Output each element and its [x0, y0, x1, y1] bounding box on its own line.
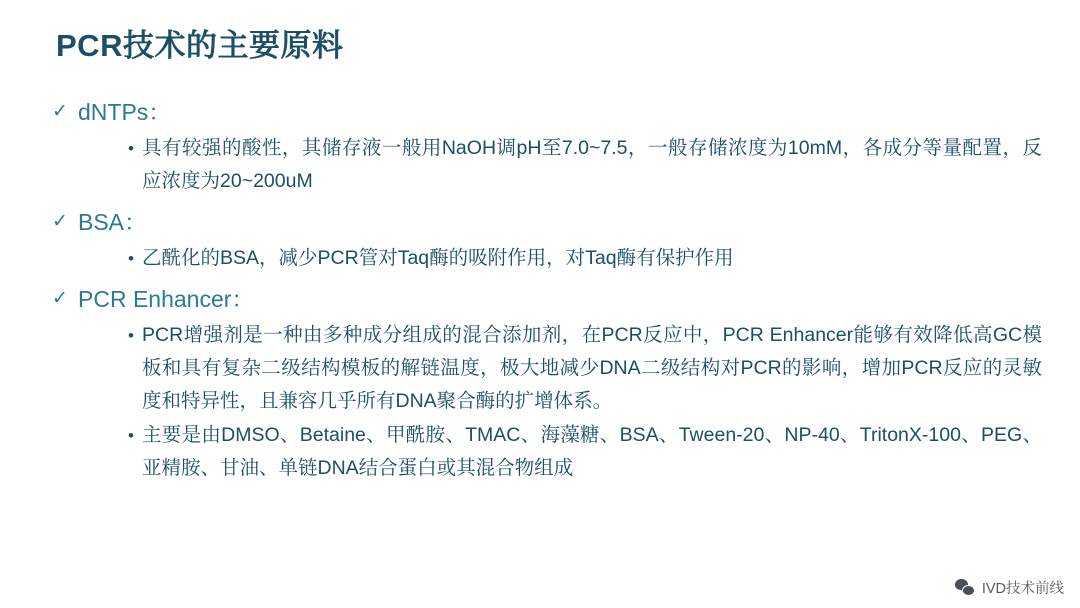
list-item [128, 132, 1042, 198]
group-heading-label: PCR Enhancer： [78, 286, 255, 312]
footer-watermark [955, 577, 1064, 598]
check-icon: ✓ [52, 288, 68, 309]
group-heading-label: dNTPs： [78, 99, 172, 125]
group-heading-row [52, 279, 1042, 319]
list-item [128, 319, 1042, 418]
bullet-list [52, 319, 1042, 485]
bullet-text: 乙酰化的BSA，减少PCR管对Taq酶的吸附作用，对Taq酶有保护作用 [142, 247, 734, 269]
bullet-list [52, 242, 1042, 275]
bullet-text: PCR增强剂是一种由多种成分组成的混合添加剂，在PCR反应中，PCR Enhancer能够有效降低高GC模板和具有复杂二级结构模板的解链温度，极大地减少DNA二级结构对PCR的影响，增加PCR反应的灵敏度和特异性，且兼容几乎所有DNA聚合酶的扩增体系。 [142, 324, 1042, 412]
bullet-dot-icon: • [128, 326, 134, 345]
check-icon: ✓ [52, 211, 68, 232]
bullet-dot-icon: • [128, 139, 134, 158]
bullet-dot-icon: • [128, 426, 134, 445]
slide-content [52, 88, 1042, 487]
group-heading-label: BSA： [78, 209, 148, 235]
content-group-dntps [52, 92, 1042, 198]
bullet-dot-icon: • [128, 249, 134, 268]
list-item [128, 419, 1042, 485]
bullet-text: 主要是由DMSO、Betaine、甲酰胺、TMAC、海藻糖、BSA、Tween-20、NP-40、TritonX-100、PEG、亚精胺、甘油、单链DNA结合蛋白或其混合物组成 [142, 424, 1042, 479]
wechat-icon [955, 579, 975, 596]
content-group-pcr-enhancer [52, 279, 1042, 485]
group-heading-row [52, 92, 1042, 132]
group-heading-row [52, 202, 1042, 242]
footer-label: IVD技术前线 [981, 581, 1064, 597]
list-item [128, 242, 1042, 275]
page-title: PCR技术的主要原料 [56, 28, 344, 63]
check-icon: ✓ [52, 101, 68, 122]
content-group-bsa [52, 202, 1042, 275]
bullet-text: 具有较强的酸性，其储存液一般用NaOH调pH至7.0~7.5，一般存储浓度为10mM，各成分等量配置，反应浓度为20~200uM [142, 137, 1042, 192]
bullet-list [52, 132, 1042, 198]
